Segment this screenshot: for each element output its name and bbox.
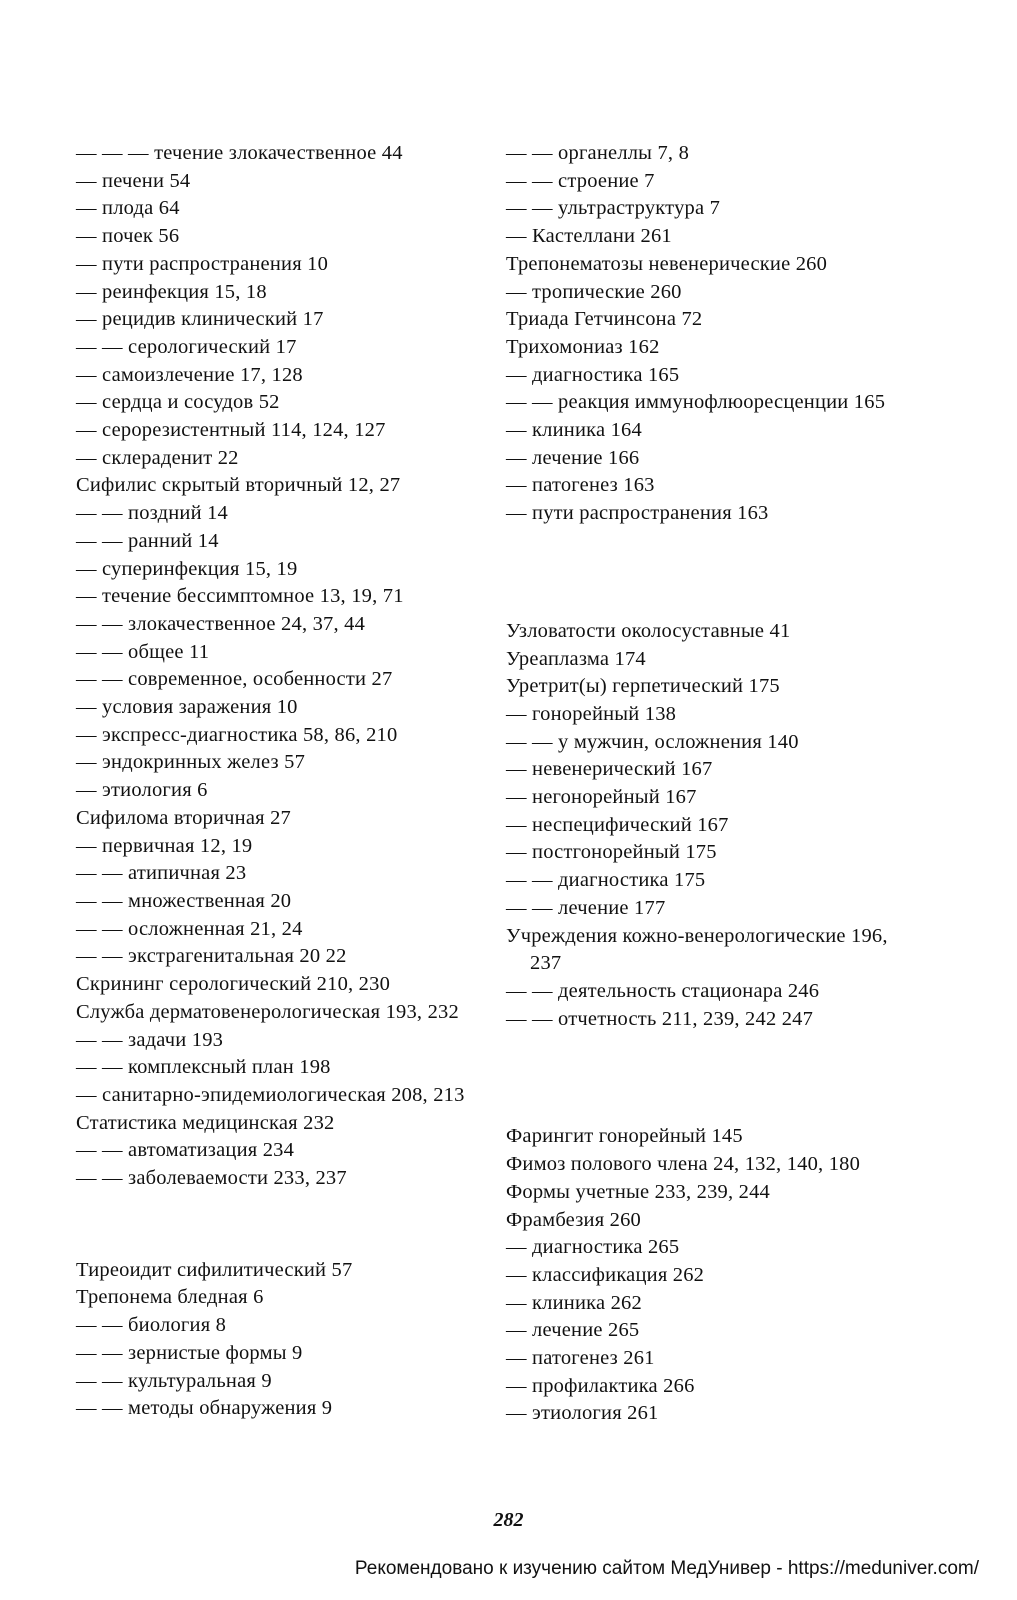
index-entry: — эндокринных желез 57 bbox=[76, 751, 306, 774]
index-entry: — тропические 260 bbox=[506, 280, 682, 303]
right-column bbox=[506, 140, 916, 1428]
index-entry: — профилактика 266 bbox=[506, 1374, 695, 1397]
index-entry: — — современное, особенности 27 bbox=[76, 668, 393, 691]
index-entry: Триада Гетчинсона 72 bbox=[506, 308, 703, 331]
index-entry: — лечение 265 bbox=[506, 1319, 640, 1342]
index-entry: — — отчетность 211, 239, 242 247 bbox=[506, 1007, 814, 1030]
index-entry: Фимоз полового члена 24, 132, 140, 180 bbox=[506, 1153, 861, 1176]
index-entry: Сифилис скрытый вторичный 12, 27 bbox=[76, 474, 401, 497]
index-entry: — суперинфекция 15, 19 bbox=[76, 557, 298, 580]
index-block-left-2 bbox=[76, 1257, 496, 1423]
index-entry: — — злокачественное 24, 37, 44 bbox=[76, 612, 366, 635]
index-entry: — сердца и сосудов 52 bbox=[76, 391, 280, 414]
index-entry: Учреждения кожно-венерологические 196, 237 bbox=[506, 924, 888, 975]
index-entry: — постгонорейный 175 bbox=[506, 841, 717, 864]
index-entry: — течение бессимптомное 13, 19, 71 bbox=[76, 585, 404, 608]
index-entry: — — культуральная 9 bbox=[76, 1369, 272, 1392]
index-entry: — — — течение злокачественное 44 bbox=[76, 142, 403, 164]
index-entry: — — строение 7 bbox=[506, 169, 655, 192]
index-entry: — — ранний 14 bbox=[76, 529, 219, 552]
index-entry: — санитарно-эпидемиологическая 208, 213 bbox=[76, 1083, 465, 1106]
index-entry: — самоизлечение 17, 128 bbox=[76, 363, 303, 386]
index-entry: Узловатости околосуставные 41 bbox=[506, 619, 791, 642]
left-column bbox=[76, 140, 496, 1423]
index-entry: — гонорейный 138 bbox=[506, 702, 677, 725]
index-entry: — клиника 262 bbox=[506, 1291, 642, 1314]
index-entry: — первичная 12, 19 bbox=[76, 834, 253, 857]
index-entry: — — комплексный план 198 bbox=[76, 1056, 331, 1079]
index-entry: — клиника 164 bbox=[506, 419, 642, 442]
index-entry: Трихомониаз 162 bbox=[506, 335, 660, 358]
index-entry: — — серологический 17 bbox=[76, 335, 297, 358]
index-entry: Фарингит гонорейный 145 bbox=[506, 1125, 743, 1148]
index-entry: Трепонематозы невенерические 260 bbox=[506, 252, 828, 275]
index-entry: — реинфекция 15, 18 bbox=[76, 280, 267, 303]
index-entry: — классификация 262 bbox=[506, 1263, 705, 1286]
index-entry: — этиология 6 bbox=[76, 779, 208, 802]
index-entry: — — биология 8 bbox=[76, 1314, 227, 1337]
index-entry: — почек 56 bbox=[76, 225, 180, 248]
index-entry: — — общее 11 bbox=[76, 640, 210, 663]
index-entry: Фрамбезия 260 bbox=[506, 1208, 641, 1231]
index-entry: — — задачи 193 bbox=[76, 1028, 224, 1051]
index-entry: — патогенез 261 bbox=[506, 1347, 655, 1370]
index-entry: — этиология 261 bbox=[506, 1402, 659, 1425]
index-entry: — — поздний 14 bbox=[76, 502, 228, 525]
index-entry: Формы учетные 233, 239, 244 bbox=[506, 1180, 770, 1203]
index-entry: — — реакция иммунофлюоресценции 165 bbox=[506, 391, 886, 414]
index-entry: — — деятельность стационара 246 bbox=[506, 979, 820, 1002]
index-entry: Трепонема бледная 6 bbox=[76, 1286, 264, 1309]
index-block-right-1 bbox=[506, 140, 916, 528]
index-entry: — — органеллы 7, 8 bbox=[506, 142, 690, 164]
index-entry: — лечение 166 bbox=[506, 446, 640, 469]
index-entry: Уреаплазма 174 bbox=[506, 647, 646, 670]
footer-link-text[interactable]: Рекомендовано к изучению сайтом МедУнивер - https://meduniver.com/ bbox=[354, 1558, 979, 1579]
index-entry: — — атипичная 23 bbox=[76, 862, 247, 885]
index-entry: — — лечение 177 bbox=[506, 896, 666, 919]
index-entry: — — у мужчин, осложнения 140 bbox=[506, 730, 799, 753]
index-entry: — патогенез 163 bbox=[506, 474, 655, 497]
index-block-left-1 bbox=[76, 140, 496, 1193]
index-entry: — — диагностика 175 bbox=[506, 869, 706, 892]
index-entry: — — автоматизация 234 bbox=[76, 1139, 295, 1162]
index-entry: — Кастеллани 261 bbox=[506, 225, 672, 248]
index-entry: Скрининг серологический 210, 230 bbox=[76, 973, 391, 996]
index-entry: — — множественная 20 bbox=[76, 889, 292, 912]
index-entry: — — экстрагенитальная 20 22 bbox=[76, 945, 347, 968]
page-number: 282 bbox=[493, 1509, 524, 1531]
index-entry: — экспресс-диагностика 58, 86, 210 bbox=[76, 723, 398, 746]
index-entry: — — методы обнаружения 9 bbox=[76, 1397, 333, 1420]
index-entry: Сифилома вторичная 27 bbox=[76, 806, 292, 829]
index-entry: — — зернистые формы 9 bbox=[76, 1341, 303, 1364]
index-entry: — плода 64 bbox=[76, 197, 180, 220]
index-entry: Уретрит(ы) герпетический 175 bbox=[506, 675, 780, 698]
index-entry: — невенерический 167 bbox=[506, 758, 713, 781]
index-entry: — — ультраструктура 7 bbox=[506, 197, 721, 220]
index-entry: — неспецифический 167 bbox=[506, 813, 729, 836]
index-entry: — серорезистентный 114, 124, 127 bbox=[76, 419, 386, 442]
index-block-right-3 bbox=[506, 1123, 916, 1428]
index-block-right-2 bbox=[506, 618, 916, 1034]
index-entry: — диагностика 265 bbox=[506, 1236, 680, 1259]
index-entry: — пути распространения 163 bbox=[506, 502, 769, 525]
index-entry: Служба дерматовенерологическая 193, 232 bbox=[76, 1000, 459, 1023]
index-entry: — — заболеваемости 233, 237 bbox=[76, 1167, 347, 1190]
index-entry: Тиреоидит сифилитический 57 bbox=[76, 1258, 353, 1281]
index-entry: — пути распространения 10 bbox=[76, 252, 329, 275]
index-entry: Статистика медицинская 232 bbox=[76, 1111, 335, 1134]
index-entry: — диагностика 165 bbox=[506, 363, 680, 386]
index-entry: — склераденит 22 bbox=[76, 446, 239, 469]
index-entry: — негонорейный 167 bbox=[506, 786, 697, 809]
index-entry: — печени 54 bbox=[76, 169, 191, 192]
index-entry: — условия заражения 10 bbox=[76, 696, 298, 719]
index-entry: — рецидив клинический 17 bbox=[76, 308, 324, 331]
index-entry: — — осложненная 21, 24 bbox=[76, 917, 303, 940]
